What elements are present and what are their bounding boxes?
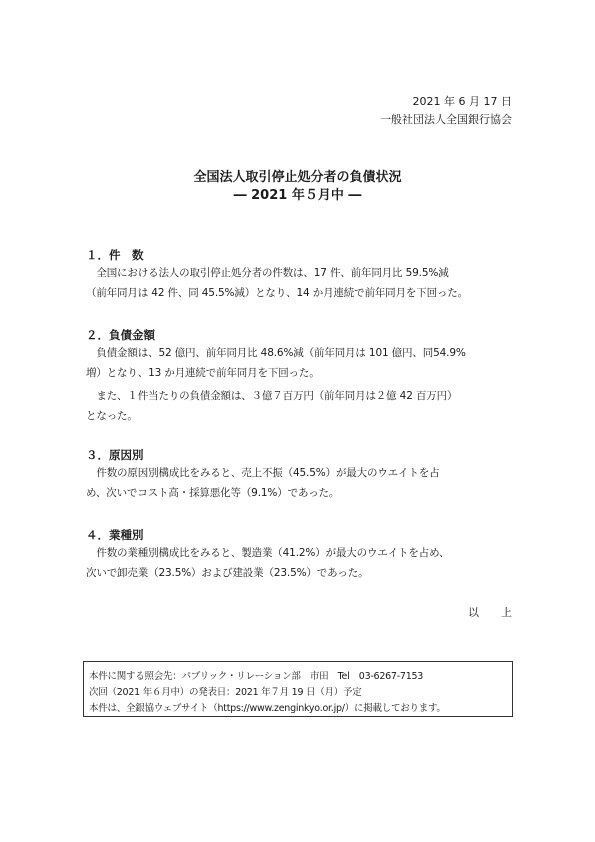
section-heading-cause: ３．原因別 xyxy=(86,448,144,462)
contact-line: 本件に関する照会先：パブリック・リレーション部 市田 Tel 03-6267-7153 xyxy=(89,671,424,682)
document-title: 全国法人取引停止処分者の負債状況 xyxy=(193,170,402,185)
website-line: 本件は、全銀協ウェブサイト（https://www.zenginkyo.or.jp/）に掲載しております。 xyxy=(89,703,446,714)
section-paragraph-cause: 件数の原因別構成比をみると、売上不振（45.5%）が最大のウエイトを占 め、次いでコスト高・採算悪化等（9.1%）であった。 xyxy=(86,467,440,499)
section-heading-debt-amount: ２．負債金額 xyxy=(86,328,155,342)
document-date: 2021 年 6 月 17 日 xyxy=(412,95,512,108)
organization-name: 一般社団法人全国銀行協会 xyxy=(380,113,512,126)
section-heading-count: １．件 数 xyxy=(86,248,144,262)
section-paragraph-debt-amount: 負債金額は、52 億円、前年同月比 48.6%減（前年同月は 101 億円、同54.9% 増）となり、13 か月連続で前年同月を下回った。 xyxy=(86,347,466,379)
section-heading-industry: ４．業種別 xyxy=(86,528,144,542)
closing-mark: 以 上 xyxy=(468,606,512,619)
section-paragraph-debt-per-case: また、１件当たりの負債金額は、３億７百万円（前年同月は２億 42 百万円） となった。 xyxy=(86,390,458,422)
next-release-line: 次回（2021 年６月中）の発表日：2021 年７月 19 日（月）予定 xyxy=(89,687,362,698)
section-paragraph-industry: 件数の業種別構成比をみると、製造業（41.2%）が最大のウエイトを占め、 次いで卸売業（23.5%）および建設業（23.5%）であった。 xyxy=(86,547,450,579)
section-paragraph-count: 全国における法人の取引停止処分者の件数は、17 件、前年同月比 59.5%減 （前年同月は 42 件、同 45.5%減）となり、14 か月連続で前年同月を下回った。 xyxy=(86,267,468,299)
document-subtitle: ― 2021 年５月中 ― xyxy=(233,188,362,203)
